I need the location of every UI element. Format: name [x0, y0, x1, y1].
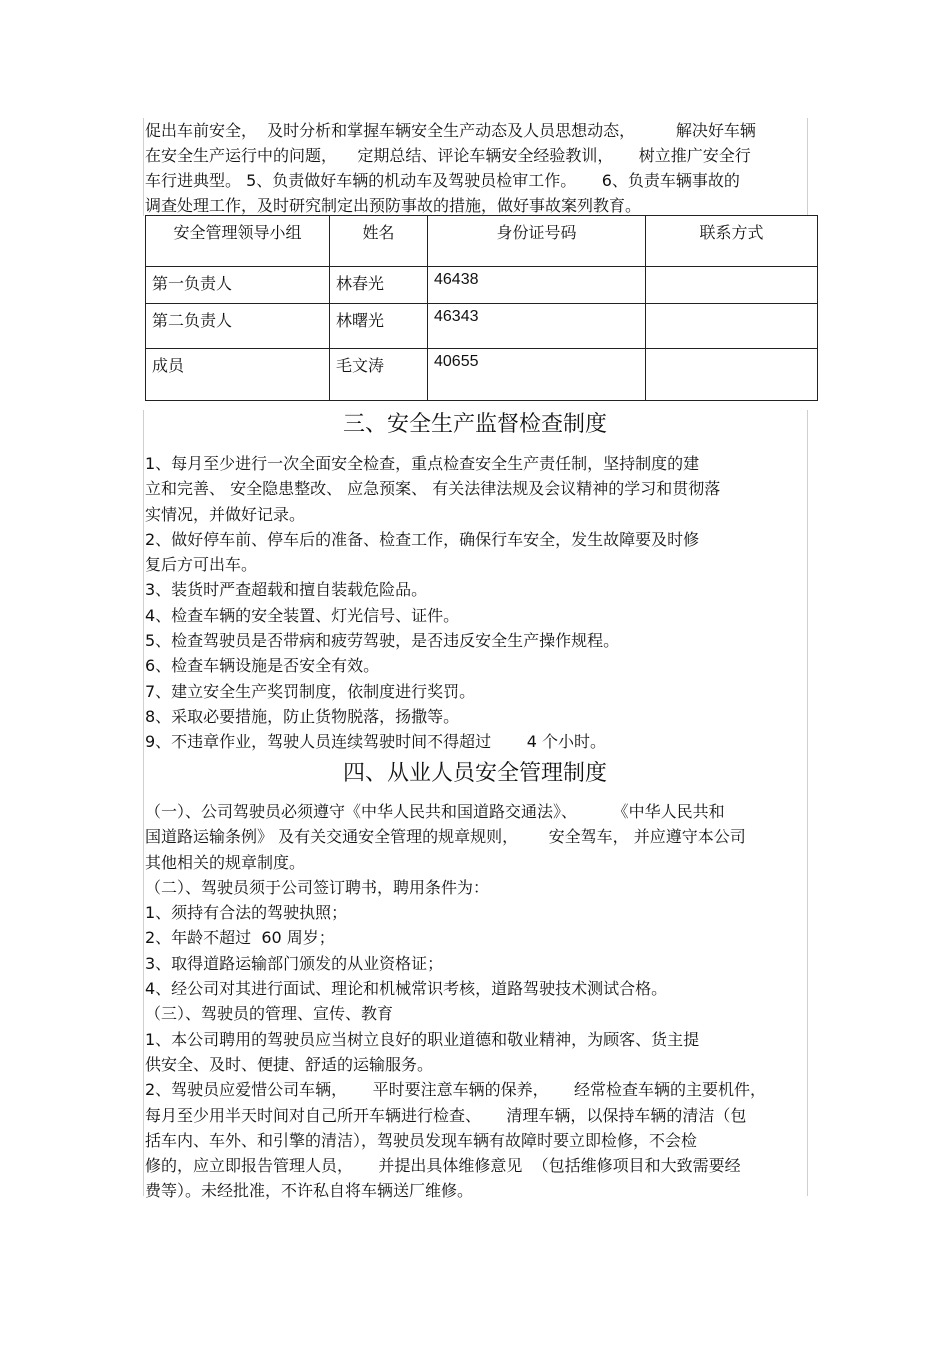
table-row [146, 267, 818, 304]
rule-line: 7、建立安全生产奖罚制度，依制度进行奖罚。 [145, 681, 476, 701]
name-cell: 林曙光 [330, 304, 428, 349]
table-row [146, 349, 818, 401]
rule-line: 括车内、车外、和引擎的清洁），驾驶员发现车辆有故障时要立即检修，不会检 [145, 1130, 698, 1150]
rule-line: 3、装货时严查超载和擅自装载危险品。 [145, 580, 428, 600]
column-header-id: 身份证号码 [428, 216, 646, 267]
column-header-group: 安全管理领导小组 [146, 216, 330, 267]
section-3-content [145, 451, 720, 755]
rule-line: 复后方可出车。 [145, 555, 258, 575]
rule-line: 每月至少用半天时间对自己所开车辆进行检查、 清理车辆，以保持车辆的清洁（包 [145, 1105, 747, 1125]
id-cell: 46343 [428, 304, 646, 349]
column-header-name: 姓名 [330, 216, 428, 267]
table-header-row [146, 216, 818, 267]
rule-line: 8、采取必要措施，防止货物脱落，扬撒等。 [145, 706, 460, 726]
rule-line: 1、须持有合法的驾驶执照； [145, 903, 348, 923]
name-cell: 毛文涛 [330, 349, 428, 401]
column-header-contact: 联系方式 [646, 216, 818, 267]
rule-line: 1、每月至少进行一次全面安全检查，重点检查安全生产责任制，坚持制度的建 [145, 454, 700, 473]
rule-line: （二）、驾驶员须于公司签订聘书，聘用条件为： [145, 877, 490, 897]
rule-line: 2、年龄不超过 60 周岁； [145, 928, 335, 948]
contact-cell [646, 349, 818, 401]
role-cell: 第一负责人 [146, 267, 330, 304]
rule-line: 4、检查车辆的安全装置、灯光信号、证件。 [145, 605, 460, 625]
name-cell: 林春光 [330, 267, 428, 304]
table-row [146, 304, 818, 349]
rule-line: 6、检查车辆设施是否安全有效。 [145, 656, 380, 676]
rule-line: （三）、驾驶员的管理、宣传、教育 [145, 1004, 394, 1024]
id-cell: 40655 [428, 349, 646, 401]
intro-line: 调查处理工作，及时研究制定出预防事故的措施，做好事故案列教育。 [145, 196, 642, 215]
rule-line: 3、取得道路运输部门颁发的从业资格证； [145, 953, 444, 973]
rule-line: 费等）。未经批准，不许私自将车辆送厂维修。 [145, 1181, 474, 1201]
role-cell: 第二负责人 [146, 304, 330, 349]
intro-line: 促出车前安全， 及时分析和掌握车辆安全生产动态及人员思想动态， 解决好车辆 [145, 121, 756, 140]
rule-line: 2、做好停车前、停车后的准备、检查工作，确保行车安全，发生故障要及时修 [145, 529, 700, 549]
rule-line: 9、不违章作业，驾驶人员连续驾驶时间不得超过 4 个小时。 [145, 732, 607, 752]
id-cell: 46438 [428, 267, 646, 304]
rule-line: 5、检查驾驶员是否带病和疲劳驾驶，是否违反安全生产操作规程。 [145, 631, 620, 651]
contact-cell [646, 267, 818, 304]
rule-line: 2、驾驶员应爱惜公司车辆， 平时要注意车辆的保养， 经常检查车辆的主要机件， [145, 1080, 767, 1100]
role-cell: 成员 [146, 349, 330, 401]
safety-leaders-table [145, 215, 818, 401]
rule-line: 立和完善、 安全隐患整改、 应急预案、 有关法律法规及会议精神的学习和贯彻落 [145, 479, 721, 499]
contact-cell [646, 304, 818, 349]
rule-line: 修的，应立即报告管理人员， 并提出具体维修意见 （包括维修项目和大致需要经 [145, 1156, 741, 1176]
rule-line: 4、经公司对其进行面试、理论和机械常识考核，道路驾驶技术测试合格。 [145, 979, 668, 999]
intro-line: 在安全生产运行中的问题， 定期总结、评论车辆安全经验教训， 树立推广安全行 [145, 146, 751, 165]
rule-line: 1、本公司聘用的驾驶员应当树立良好的职业道德和敬业精神，为顾客、货主提 [145, 1029, 700, 1049]
section-3-title: 三、安全生产监督检查制度 [342, 412, 607, 437]
intro-line: 车行进典型。 5、负责做好车辆的机动车及驾驶员检审工作。 6、负责车辆事故的 [145, 171, 740, 190]
rule-line: 国道路运输条例》 及有关交通安全管理的规章规则， 安全驾车， 并应遵守本公司 [145, 827, 746, 847]
rule-line: （一）、公司驾驶员必须遵守《中华人民共和国道路交通法》、 《中华人民共和 [145, 802, 725, 821]
section-4-content [145, 799, 766, 1204]
rule-line: 实情况，并做好记录。 [145, 504, 306, 524]
intro-paragraph [145, 118, 756, 218]
section-4-title: 四、从业人员安全管理制度 [342, 761, 607, 786]
rule-line: 其他相关的规章制度。 [145, 852, 306, 872]
rule-line: 供安全、及时、便捷、舒适的运输服务。 [145, 1054, 434, 1074]
